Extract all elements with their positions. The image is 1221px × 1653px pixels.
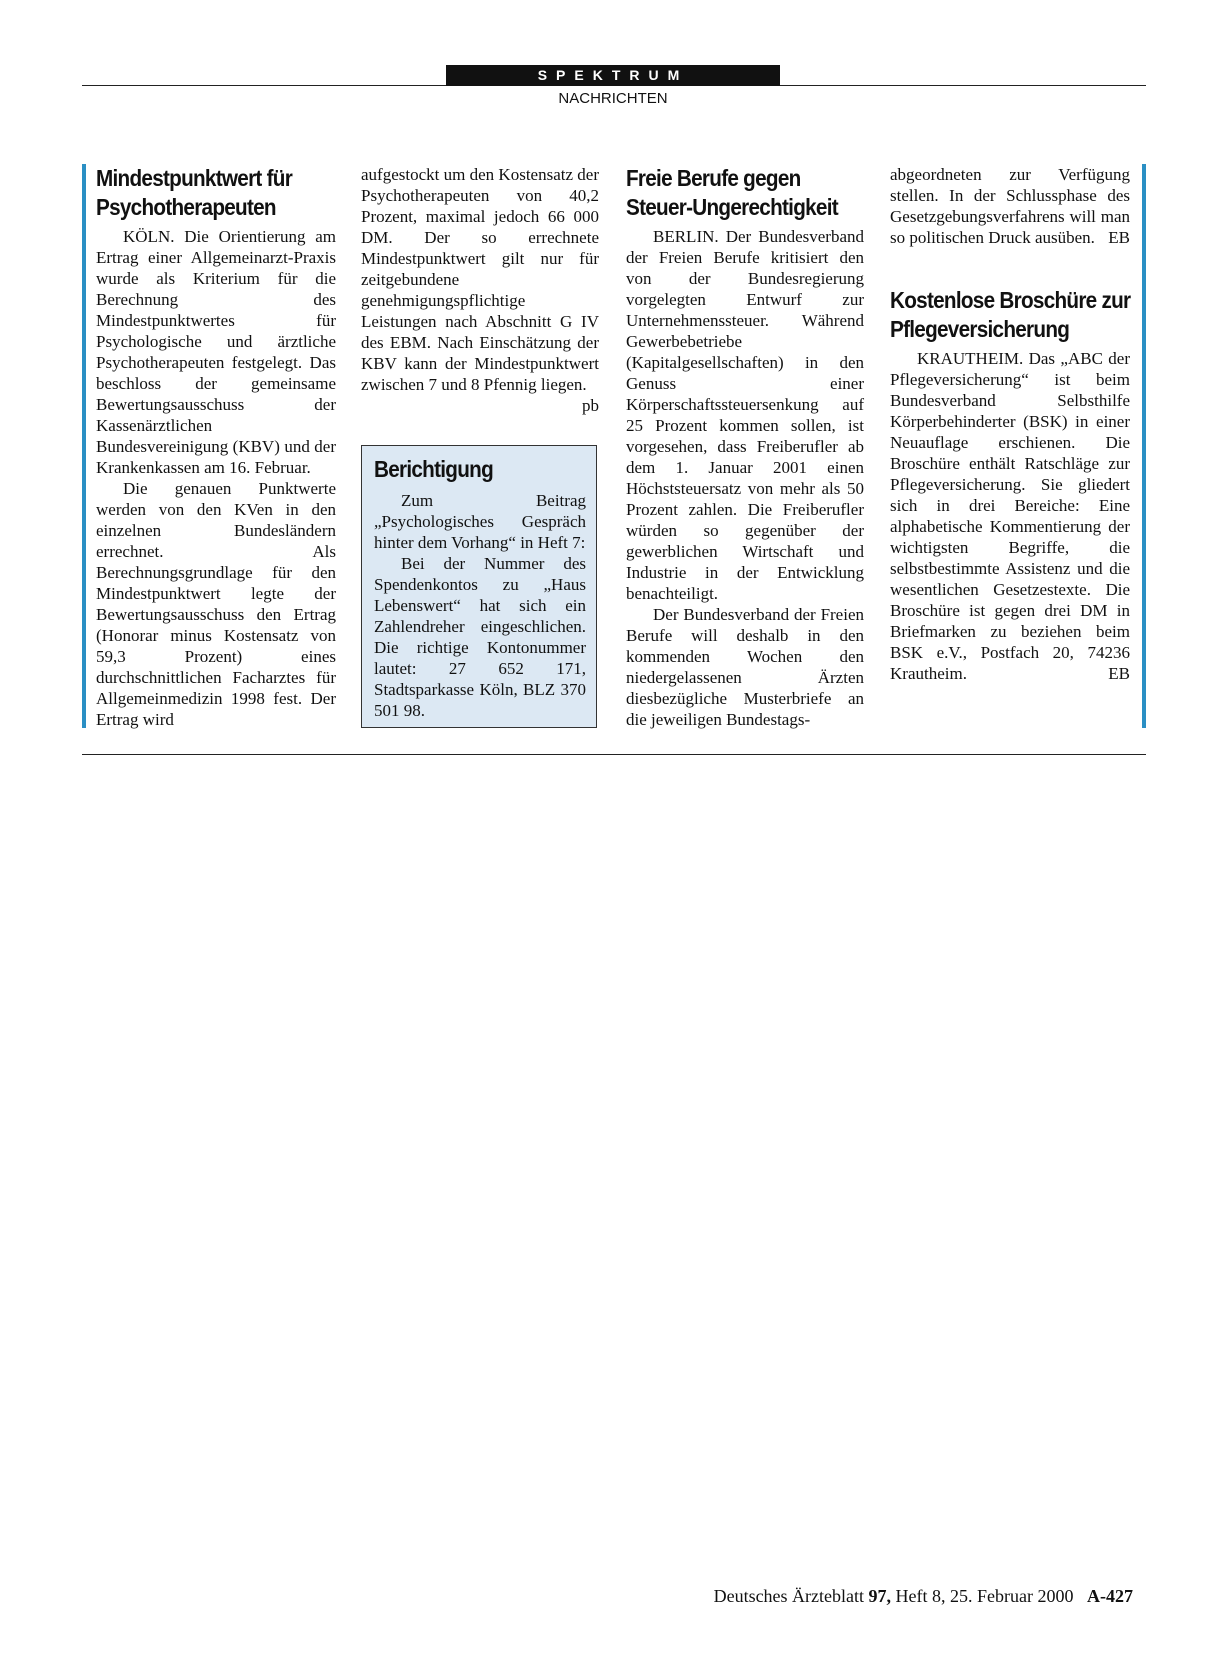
subsection-label: NACHRICHTEN (558, 90, 668, 107)
article-1-paragraph: Die genauen Punktwerte werden von den KVen in den einzelnen Bundesländern errechnet. Als Berechnungsgrundlage für den Mindestpunktwert legte der Bewertungsausschuss den Ertrag (Honorar minus Kostensatz von 59,3 Prozent) eines durchschnittlichen Facharztes für Allgemeinmedizin 1998 fest. Der Ertrag wird (96, 479, 336, 729)
column-3 (626, 164, 864, 730)
correction-title: Berichtigung (374, 456, 494, 482)
article-2-paragraph: BERLIN. Der Bundesverband der Freien Berufe kritisiert den von der Bundesregierung vorgelegten Entwurf zur Unternehmenssteuer. Während Gewerbebetriebe (Kapitalgesellschaften) in den Genuss einer Körperschaftssteuersenkung auf 25 Prozent kommen sollen, ist vorgesehen, dass Freiberufler ab dem 1. Januar 2001 einen Höchststeuersatz von mehr als 50 Prozent zahlen. Die Freiberufler würden so gegenüber der gewerblichen Wirtschaft und Industrie in der Entwicklung benachteiligt. (626, 227, 864, 603)
column-2 (361, 164, 599, 416)
accent-bar-left (82, 164, 86, 728)
article-3-title: Kostenlose Broschüre zur Pflegeversicherung (890, 287, 1131, 342)
article-1-continuation: aufgestockt um den Kostensatz der Psychotherapeuten von 40,2 Prozent, maximal jedoch 66 000 DM. Der so errechnete Mindestpunktwert gilt nur für zeitgebundene genehmigungspflichtige Leistungen nach Abschnitt G IV des EBM. Nach Einschätzung der KBV kann der Mindestpunktwert zwischen 7 und 8 Pfennig liegen. (361, 165, 599, 394)
journal-issue: Heft 8, 25. Februar 2000 (895, 1586, 1074, 1606)
correction-box (361, 445, 597, 728)
article-1-paragraph (361, 164, 599, 415)
journal-volume: 97, (868, 1586, 892, 1606)
article-2-paragraph: Der Bundesverband der Freien Berufe will deshalb in den kommenden Wochen den niedergelassenen Ärzten diesbezügliche Musterbriefe an die jeweiligen Bundestags- (626, 605, 864, 729)
article-2-continuation: abgeordneten zur Verfügung stellen. In der Schlussphase des Gesetzgebungsverfahrens will man so politischen Druck ausüben. (890, 165, 1130, 247)
article-1-signature: pb (582, 396, 599, 415)
section-label: SPEKTRUM (446, 65, 780, 86)
article-1-paragraph: KÖLN. Die Orientierung am Ertrag einer Allgemeinarzt-Praxis wurde als Kriterium für die Berechnung des Mindestpunktwertes für Psychologische und ärztliche Psychotherapeuten festgelegt. Das beschloss der gemeinsame Bewertungsausschuss der Kassenärztlichen Bundesvereinigung (KBV) und der Krankenkassen am 16. Februar. (96, 227, 336, 477)
accent-bar-right (1142, 164, 1146, 728)
article-1-title: Mindestpunktwert für Psychotherapeuten (96, 165, 293, 220)
page-number: A-427 (1087, 1586, 1133, 1606)
column-1 (96, 164, 336, 730)
column-4 (890, 164, 1130, 684)
article-2-signature: EB (1108, 228, 1130, 247)
article-3-signature: EB (1108, 664, 1130, 683)
correction-paragraph: Bei der Nummer des Spendenkontos zu „Haus Lebenswert“ hat sich ein Zahlendreher eingeschlichen. Die richtige Kontonummer lautet: 27 652 171, Stadtsparkasse Köln, BLZ 370 501 98. (374, 554, 586, 720)
journal-name: Deutsches Ärzteblatt (713, 1586, 865, 1606)
page-footer (714, 1586, 1133, 1607)
correction-paragraph: Zum Beitrag „Psychologisches Gespräch hinter dem Vorhang“ in Heft 7: (374, 491, 586, 552)
bottom-rule (82, 754, 1146, 755)
article-2-paragraph (890, 164, 1130, 248)
article-3-paragraph (890, 348, 1130, 684)
article-2-title: Freie Berufe gegen Steuer-Ungerechtigkeit (626, 165, 838, 220)
article-3-text: KRAUTHEIM. Das „ABC der Pflegeversicherung“ ist beim Bundesverband Selbsthilfe Körperbehinderter (BSK) in einer Neuauflage erschienen. Die Broschüre enthält Ratschläge zur Pflegeversicherung. Sie gliedert sich in drei Bereiche: Eine alphabetische Kommentierung der wichtigsten Begriffe, die selbstbestimmte Assistenz und die wesentlichen Gesetzestexte. Die Broschüre ist gegen drei DM in Briefmarken zu beziehen beim BSK e.V., Postfach 20, 74236 Krautheim. (890, 349, 1130, 683)
